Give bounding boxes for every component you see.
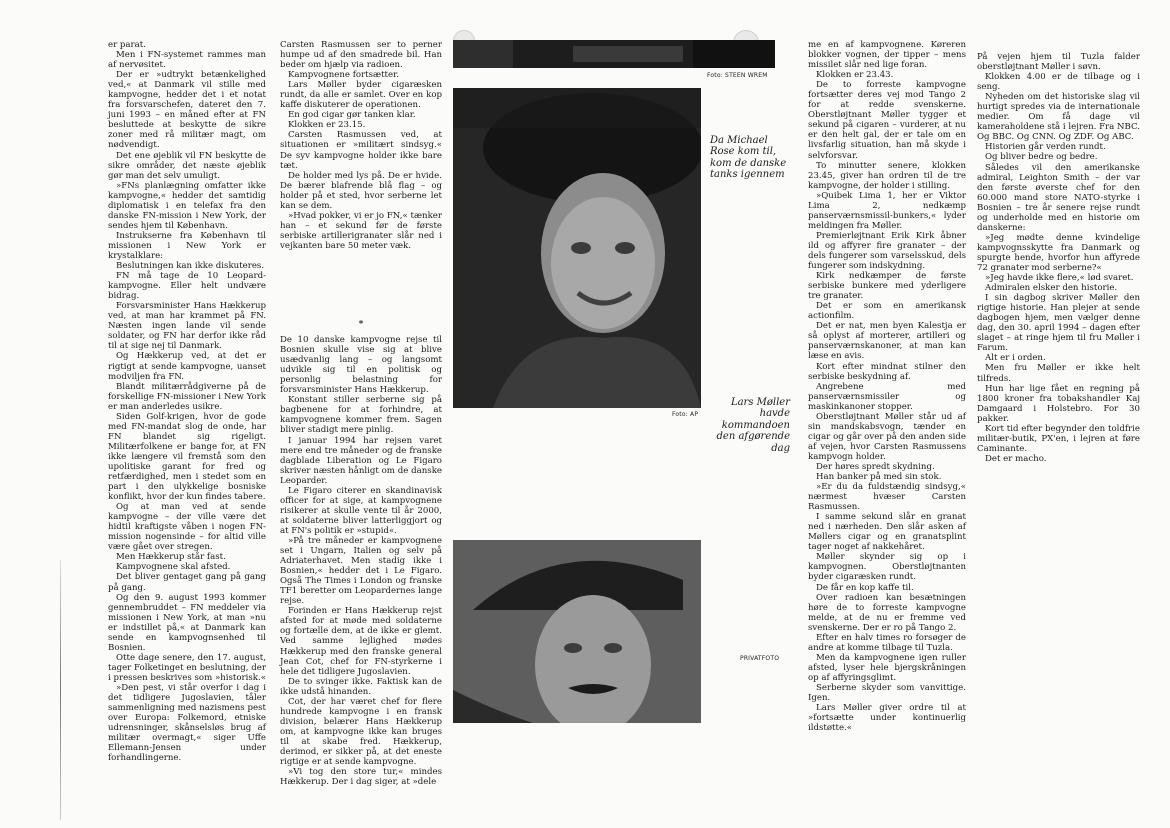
- paragraph: Kampvognene skal afsted.: [116, 562, 231, 573]
- scan-edge-line: [60, 560, 61, 820]
- paragraph: Over radioen kan besætningen høre de to forreste kampvogne melde, at de nu er fremme ved svenskerne. Der er ro på Tango 2.: [808, 592, 966, 633]
- top-photo-strip: [453, 40, 775, 68]
- paragraph: »Jeg mødte denne kvindelige kampvognsskytte fra Danmark og spurgte hende, hvorfor hun affyrede 72 granater mod serberne?«: [977, 232, 1140, 273]
- paragraph: Lars Møller giver ordre til at »fortsætte under kontinuerlig ildstøtte.«: [808, 703, 966, 734]
- paragraph: »Quibek Lima 1, her er Viktor Lima 2, nedkæmp panserværnsmissil-bunkers,« lyder meldingen fra Møller.: [808, 190, 966, 231]
- paragraph: Angrebene med panserværnsmissiler og maskinkanoner stopper.: [808, 381, 966, 412]
- paragraph: Lars Møller byder cigaræsken rundt, da alle er samlet. Over en kop kaffe diskuterer de operationen.: [280, 80, 442, 111]
- paragraph: De to svinger ikke. Faktisk kan de ikke udstå hinanden.: [280, 676, 442, 697]
- paragraph: »Vi tog den store tur,« mindes Hækkerup. Der i dag siger, at »dele: [280, 767, 442, 788]
- paragraph: Og Hækkerup ved, at det er rigtigt at sende kampvogne, uanset modviljen fra FN.: [108, 351, 266, 382]
- paragraph: Carsten Rasmussen ser to perner humpe ud af den smadrede bil. Han beder om hjælp via radioen.: [280, 40, 442, 71]
- paragraph: Blandt militærrådgiverne på de forskellige FN-missioner i New York er man anderledes usikre.: [108, 381, 266, 412]
- paragraph: På vejen hjem til Tuzla falder oberstløjtnant Møller i søvn.: [977, 52, 1140, 73]
- paragraph: »Hvad pokker, vi er jo FN,« tænker han – et sekund før de første serbiske artillerigranater slår ned i vejkanten bare 50 meter væk.: [280, 210, 442, 251]
- paragraph: De får en kop kaffe til.: [816, 582, 914, 593]
- paragraph: Det ene øjeblik vil FN beskytte de sikre områder, det næste øjeblik gør man det selv umuligt.: [108, 150, 266, 181]
- paragraph: me en af kampvognene. Køreren blokker vognen, der tipper – mens missilet slår ned lige foran.: [808, 40, 966, 71]
- paragraph: Forinden er Hans Hækkerup rejst afsted for at møde med soldaterne og fortælle dem, at de ikke er glemt. Ved samme lejlighed mødes Hækkerup med den franske general Jean Cot, chef for FN-styrkerne i hele det tidligere Jugoslavien.: [280, 606, 442, 677]
- paragraph: Serberne skyder som vanvittige. Igen.: [808, 683, 966, 704]
- portrait-photo-lars-moller: [453, 540, 701, 723]
- paragraph: Men i FN-systemet rammes man af nervøsitet.: [108, 50, 266, 71]
- photo-credit-mid: Foto: AP: [672, 411, 699, 418]
- paragraph: Og bliver bedre og bedre.: [985, 152, 1098, 163]
- paragraph: Siden Golf-krigen, hvor de gode med FN-mandat slog de onde, har FN blandet sig rigeligt. Militærfolkene er bange for, at FN ikke længere vil fremstå som den upolitiske garant for fred og retfærdighed, men i stedet som en part i den ulykkelige bosniske konflikt, hvor der kun findes tabere.: [108, 411, 266, 503]
- photo-caption-1: Da Michael Rose kom til, kom de danske tanks igennem: [710, 135, 787, 181]
- paragraph: Kort efter mindnat stilner den serbiske beskydning af.: [808, 361, 966, 382]
- paragraph: Det er som en amerikansk actionfilm.: [808, 301, 966, 322]
- paragraph: I samme sekund slår en granat ned i nærheden. Den slår asken af Møllers cigar og en granatsplint tager noget af nakkehåret.: [808, 512, 966, 553]
- paragraph: »Jeg havde ikke flere,« lød svaret.: [985, 273, 1134, 284]
- paragraph: I januar 1994 har rejsen varet mere end tre måneder og de franske dagblade Liberation og Le Figaro skriver næsten hånligt om de danske Leoparder.: [280, 435, 442, 486]
- section-separator: *: [358, 319, 364, 329]
- paragraph: To minutter senere, klokken 23.45, giver han ordren til de tre kampvogne, der holder i stilling.: [808, 160, 966, 191]
- paragraph: De 10 danske kampvogne rejse til Bosnien skulle vise sig at blive usædvanlig lang – og langsomt udvikle sig til en politisk og personlig belastning for forsvarsminister Hans Hækkerup.: [280, 335, 442, 396]
- paragraph: FN må tage de 10 Leopard-kampvogne. Eller helt undvære bidrag.: [108, 271, 266, 302]
- photo-caption-2: Lars Møller havde kommandoen den afgørende dag: [716, 397, 790, 454]
- article-column-1: [108, 40, 266, 763]
- paragraph: Det er nat, men byen Kalestja er så oplyst af morterer, artilleri og panserværnskanoner, at man kan læse en avis.: [808, 321, 966, 362]
- paragraph: Klokken 4.00 er de tilbage og i seng.: [977, 72, 1140, 93]
- paragraph: Carsten Rasmussen ved, at situationen er »militært sindsyg.« De syv kampvogne holder ikke bare tæt.: [280, 130, 442, 171]
- paragraph: Hun har lige fået en regning på 1800 kroner fra tobakshandler Kaj Damgaard i Holstebro. For 30 pakker.: [977, 383, 1140, 424]
- paragraph: Premierløjtnant Erik Kirk åbner ild og affyrer fire granater – der dels fungerer som varselsskud, dels fungerer som indskydning.: [808, 230, 966, 272]
- paragraph: Det bliver gentaget gang på gang på gang.: [108, 572, 266, 593]
- paragraph: Og at man ved at sende kampvogne – der ville være det hidtil kraftigste våben i nogen FN-mission nogensinde – for altid ville være gået over stregen.: [108, 502, 266, 553]
- paragraph: Der er »udtrykt betænkelighed ved,« at Danmark vil stille med kampvogne, hedder det i et notat fra forsvarschefen, dateret den 7. juni 1993 – en måned efter at FN besluttede at beskytte de sikre zoner med rå militær magt, om nødvendigt.: [108, 70, 266, 151]
- paragraph: De to forreste kampvogne fortsætter deres vej mod Tango 2 for at redde svenskerne. Oberstløjtnant Møller tygger et sekund på cigaren – vurderer, at nu er den helt gal, der er tale om en livsfarlig situation, han må skyde i selvforsvar.: [808, 80, 966, 161]
- paragraph: »Er du da fuldstændig sindsyg,« nærmest hvæser Carsten Rasmussen.: [808, 482, 966, 513]
- paragraph: Og den 9. august 1993 kommer gennembruddet – FN meddeler via missionen i New York, at man »nu er indstillet på,« at Danmark kan sende en kampvognsenhed til Bosnien.: [108, 592, 266, 653]
- paragraph: Kirk nedkæmper de første serbiske bunkere med yderligere tre granater.: [808, 271, 966, 302]
- paragraph: Således vil den amerikanske admiral, Leighton Smith – der var den første øverste chef for den 60.000 mand store NATO-styrke i Bosnien – tre år senere rejse rundt og underholde med en historie om danskerne:: [977, 162, 1140, 233]
- paragraph: De holder med lys på. De er hvide. De bærer blafrende blå flag – og holder på et sted, hvor serberne let kan se dem.: [280, 170, 442, 211]
- paragraph: Otte dage senere, den 17. august, tager Folketinget en beslutning, der i pressen beskrives som »historisk.«: [108, 652, 266, 683]
- paragraph: Men Hækkerup står fast.: [116, 552, 226, 563]
- article-column-6: [977, 52, 1140, 464]
- article-column-5: [808, 40, 966, 733]
- article-column-2-bottom-text: [280, 335, 442, 787]
- paragraph: Konstant stiller serberne sig på bagbenene for at forhindre, at kampvognene kommer frem. Sagen bliver stadigt mere pinlig.: [280, 395, 442, 436]
- paragraph: Kampvognene fortsætter.: [288, 70, 399, 81]
- paragraph: Men fru Møller er ikke helt tilfreds.: [977, 363, 1140, 384]
- paragraph: »På tre måneder er kampvognene set i Ungarn, Italien og selv på Adriaterhavet. Men stadig ikke i Bosnien,« hedder det i Le Figaro. Også The Times i London og franske TF1 beretter om Leopardernes lange rejse.: [280, 535, 442, 607]
- paragraph: »Den pest, vi står overfor i dag i det tidligere Jugoslavien, tåler sammenligning med nazismens pest over Europa: Folkemord, etniske udrensninger, skånselsløs brug af militær overmagt,« siger Uffe Ellemann-Jensen under forhandlingerne.: [108, 683, 266, 764]
- paragraph: Le Figaro citerer en skandinavisk officer for at sige, at kampvognene risikerer at skulle vente til år 2000, at soldaterne bliver latterliggjort og at FN's politik er »stupid«.: [280, 485, 442, 536]
- paragraph: Instrukserne fra København til missionen i New York er krystalklare:: [108, 230, 266, 261]
- photo-credit-top: Foto: STEEN WREM: [707, 72, 768, 79]
- paragraph: Beslutningen kan ikke diskuteres.: [116, 261, 265, 272]
- paragraph: Historien går verden rundt.: [985, 142, 1106, 153]
- paragraph: Alt er i orden.: [985, 353, 1046, 364]
- paragraph: Klokken er 23.43.: [816, 70, 894, 81]
- paragraph: Kort tid efter begynder den toldfrie militær-butik, PX'en, i lejren at føre Caminante.: [977, 423, 1140, 454]
- paragraph: Cot, der har været chef for flere hundrede kampvogne i en fransk division, belærer Hans Hækkerup om, at kampvogne ikke kan bruges til at skabe fred. Hækkerup, derimod, er sikker på, at det eneste rigtige er at sende kampvogne.: [280, 696, 442, 768]
- paragraph: I sin dagbog skriver Møller den rigtige historie. Han plejer at sende dagbogen hjem, men vælger denne dag, den 30. april 1994 – dagen efter slaget – at ringe hjem til fru Møller i Farum.: [977, 293, 1140, 354]
- paragraph: Oberstløjtnant Møller står ud af sin mandskabsvogn, tænder en cigar og går over på den anden side af vejen, hvor Carsten Rasmussens kampvogn holder.: [808, 411, 966, 462]
- paragraph: Admiralen elsker den historie.: [985, 283, 1118, 294]
- paragraph: Nyheden om det historiske slag vil hurtigt spredes via de internationale medier. Om få dage vil kameraholdene stå i lejren. Fra NBC. Og BBC. Og CNN. Og ZDF. Og ABC.: [977, 92, 1141, 143]
- portrait-photo-michael-rose: [453, 88, 701, 408]
- paragraph: er parat.: [108, 40, 146, 50]
- paragraph: Han banker på med sin stok.: [816, 472, 942, 483]
- paragraph: »FNs planlægning omfatter ikke kampvogne,« hedder det samtidig diplomatisk i en telefax fra den danske FN-mission i New York, der sendes hjem til København.: [108, 180, 266, 231]
- paragraph: Møller skynder sig op i kampvognen. Oberstløjtnanten byder cigaræsken rundt.: [808, 552, 966, 583]
- paragraph: Men da kampvognene igen ruller afsted, lyser hele bjergskråningen op af affyringsglimt.: [808, 652, 966, 683]
- paragraph: Det er macho.: [985, 453, 1047, 464]
- paragraph: Efter en halv times ro forsøger de andre at komme tilbage til Tuzla.: [808, 632, 966, 653]
- paragraph: Der høres spredt skydning.: [816, 461, 935, 472]
- photo-credit-bottom: PRIVATFOTO: [740, 655, 780, 662]
- paragraph: Forsvarsminister Hans Hækkerup ved, at man har krammet på FN. Næsten ingen lande vil sende soldater, og FN har derfor ikke råd til at sige nej til Danmark.: [108, 301, 266, 352]
- article-column-2-bottom: [280, 313, 442, 787]
- article-column-2-top: [280, 40, 442, 251]
- paragraph: Klokken er 23.15.: [288, 120, 366, 131]
- paragraph: En god cigar gør tanken klar.: [288, 110, 416, 121]
